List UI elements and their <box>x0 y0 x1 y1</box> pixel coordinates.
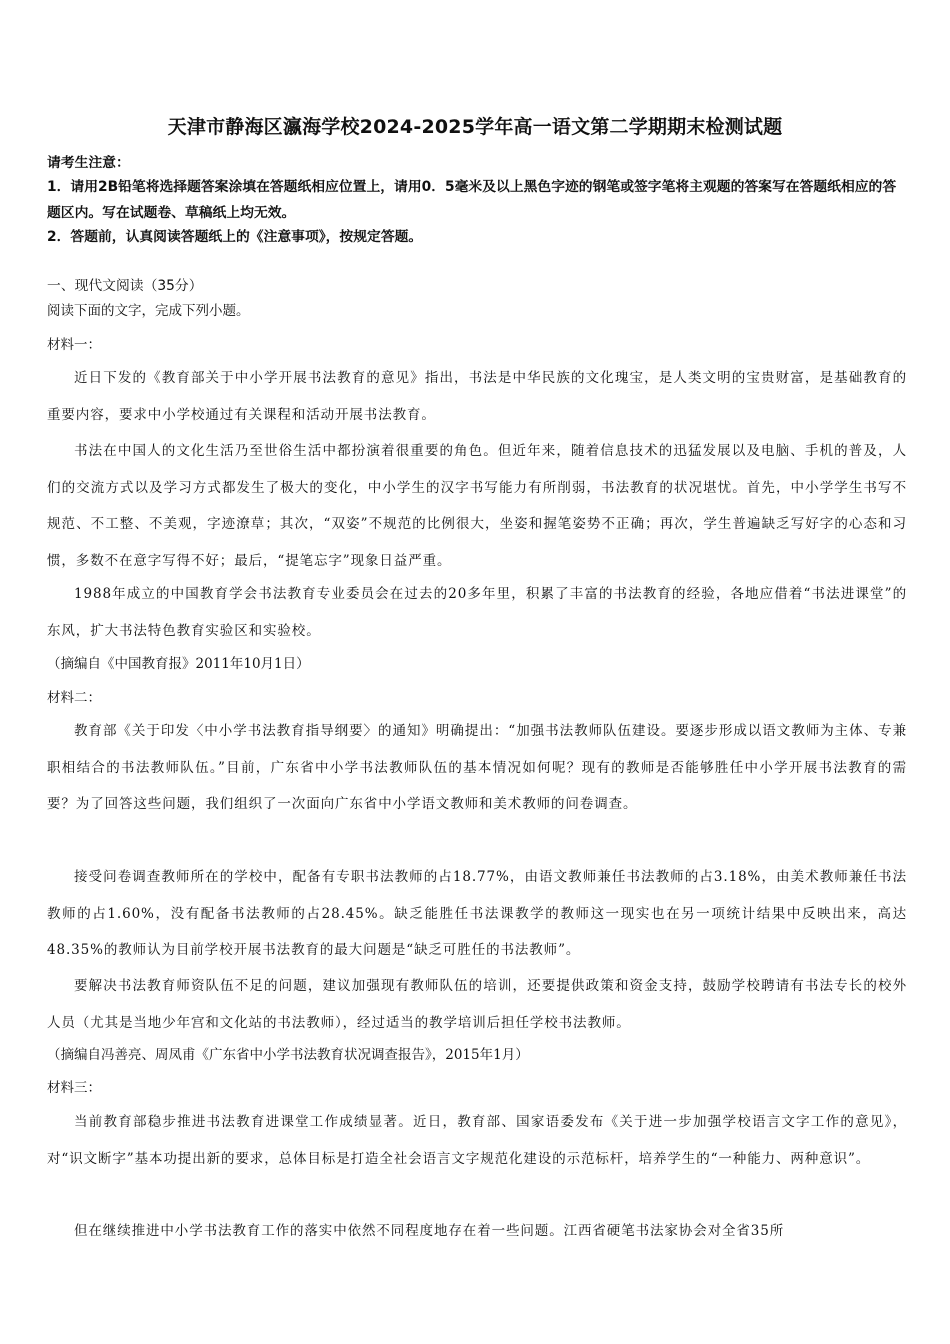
material-1-label: 材料一： <box>47 337 101 353</box>
material-2-source: （摘编自冯善亮、周凤甫《广东省中小学书法教育状况调查报告》，2015年1月） <box>47 1047 529 1063</box>
material-3-paragraph-1: 当前教育部稳步推进书法教育进课堂工作成绩显著。近日，教育部、国家语委发布《关于进一步加强学校语言文字工作的意见》，对“识文断字”基本功提出新的要求，总体目标是打造全社会语言文字规范化建设的示范标杆，培养学生的“一种能力、两种意识”。 <box>47 1114 907 1167</box>
material-1-paragraph-2: 书法在中国人的文化生活乃至世俗生活中都扮演着很重要的角色。但近年来，随着信息技术的迅猛发展以及电脑、手机的普及，人们的交流方式以及学习方式都发生了极大的变化，中小学生的汉字书写能力有所削弱，书法教育的状况堪忧。首先，中小学学生书写不规范、不工整、不美观，字迹潦草；其次，“双姿”不规范的比例很大，坐姿和握笔姿势不正确；再次，学生普遍缺乏写好字的心态和习惯，多数不在意字写得不好；最后，“提笔忘字”现象日益严重。 <box>47 443 907 569</box>
material-2-paragraph-3: 要解决书法教育师资队伍不足的问题，建议加强现有教师队伍的培训，还要提供政策和资金支持，鼓励学校聘请有书法专长的校外人员（尤其是当地少年宫和文化站的书法教师），经过适当的教学培训后担任学校书法教师。 <box>47 978 907 1031</box>
material-3-paragraph-2: 但在继续推进中小学书法教育工作的落实中依然不同程度地存在着一些问题。江西省硬笔书法家协会对全省35所 <box>74 1223 785 1239</box>
section-instruction: 阅读下面的文字，完成下列小题。 <box>47 303 250 319</box>
material-1-source: （摘编自《中国教育报》2011年10月1日） <box>47 656 310 672</box>
material-1-paragraph-1: 近日下发的《教育部关于中小学开展书法教育的意见》指出，书法是中华民族的文化瑰宝，是人类文明的宝贵财富，是基础教育的重要内容，要求中小学校通过有关课程和活动开展书法教育。 <box>47 370 907 423</box>
notice-item-2: 2．答题前，认真阅读答题纸上的《注意事项》，按规定答题。 <box>47 229 423 245</box>
material-2-paragraph-2: 接受问卷调查教师所在的学校中，配备有专职书法教师的占18.77%，由语文教师兼任书法教师的占3.18%，由美术教师兼任书法教师的占1.60%，没有配备书法教师的占28.45%。缺乏能胜任书法课教学的教师这一现实也在另一项统计结果中反映出来，高达48.35%的教师认为目前学校开展书法教育的最大问题是“缺乏可胜任的书法教师”。 <box>47 869 907 958</box>
notice-heading: 请考生注意： <box>47 155 130 171</box>
material-3-label: 材料三： <box>47 1080 101 1096</box>
material-2-label: 材料二： <box>47 690 101 706</box>
material-1-paragraph-3: 1988年成立的中国教育学会书法教育专业委员会在过去的20多年里，积累了丰富的书法教育的经验，各地应借着“书法进课堂”的东风，扩大书法特色教育实验区和实验校。 <box>47 586 907 639</box>
material-2-paragraph-1: 教育部《关于印发〈中小学书法教育指导纲要〉的通知》明确提出：“加强书法教师队伍建设。要逐步形成以语文教师为主体、专兼职相结合的书法教师队伍。”目前，广东省中小学书法教师队伍的基本情况如何呢？现有的教师是否能够胜任中小学开展书法教育的需要？为了回答这些问题，我们组织了一次面向广东省中小学语文教师和美术教师的问卷调查。 <box>47 723 907 812</box>
notice-item-1: 1．请用2B铅笔将选择题答案涂填在答题纸相应位置上，请用0．5毫米及以上黑色字迹的钢笔或签字笔将主观题的答案写在答题纸相应的答题区内。写在试题卷、草稿纸上均无效。 <box>47 179 897 221</box>
section-heading: 一、现代文阅读（35分） <box>47 278 203 294</box>
exam-title: 天津市静海区瀛海学校2024-2025学年高一语文第二学期期末检测试题 <box>167 116 783 138</box>
